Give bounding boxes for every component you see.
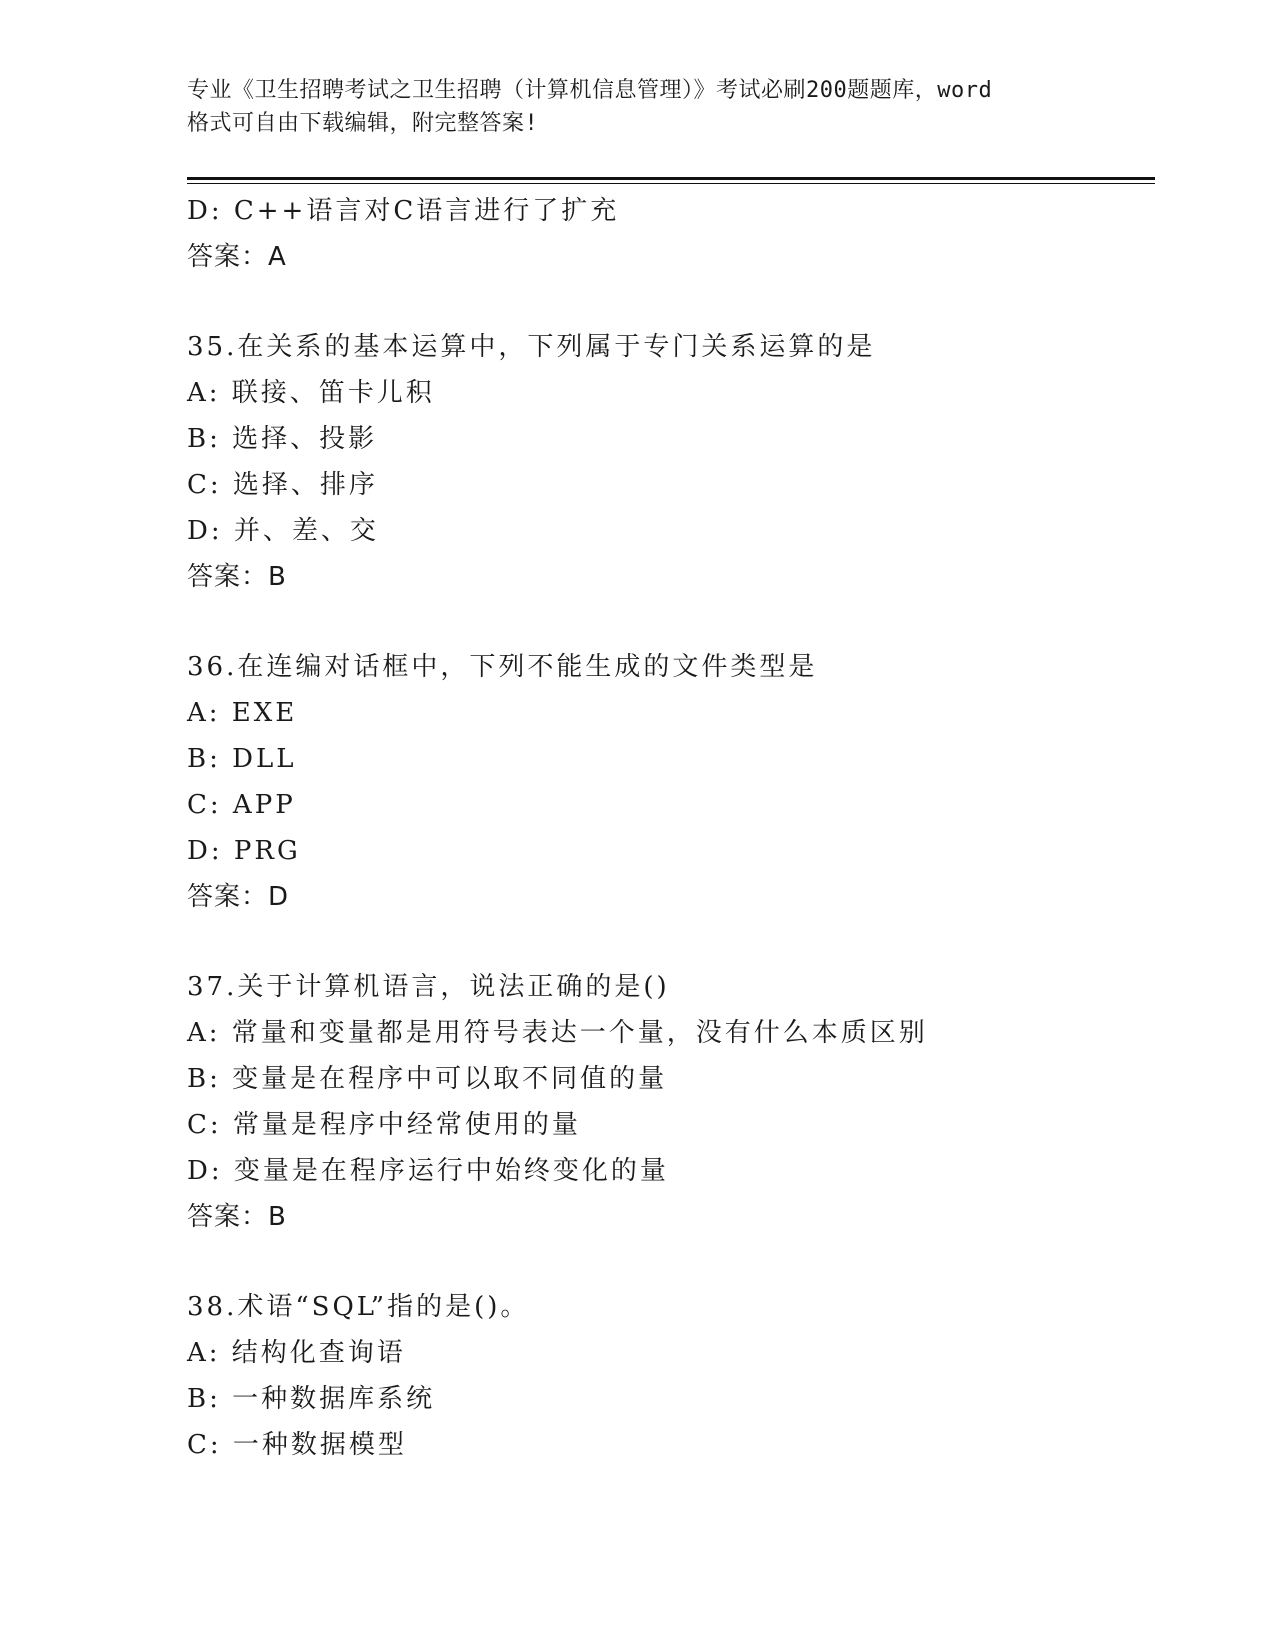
spacer bbox=[187, 920, 1147, 964]
option-c: C: APP bbox=[187, 790, 296, 820]
question-text: 36.在连编对话框中，下列不能生成的文件类型是 bbox=[187, 652, 818, 682]
spacer bbox=[187, 600, 1147, 644]
header-divider-thin bbox=[187, 183, 1155, 184]
question-list bbox=[187, 188, 1147, 1468]
option-a: A: EXE bbox=[187, 698, 298, 728]
option-d: D: 并、差、交 bbox=[187, 516, 379, 546]
header-line-2: 格式可自由下载编辑，附完整答案! bbox=[187, 111, 539, 136]
option-a: A: 常量和变量都是用符号表达一个量，没有什么本质区别 bbox=[187, 1018, 928, 1048]
question-block-38 bbox=[187, 1284, 1147, 1468]
option-b: B: DLL bbox=[187, 744, 297, 774]
option-b: B: 选择、投影 bbox=[187, 424, 378, 454]
answer: 答案：A bbox=[187, 242, 287, 272]
option-c: C: 常量是程序中经常使用的量 bbox=[187, 1110, 581, 1140]
option-c: C: 一种数据模型 bbox=[187, 1430, 407, 1460]
question-text: 35.在关系的基本运算中，下列属于专门关系运算的是 bbox=[187, 332, 876, 362]
option-a: A: 结构化查询语 bbox=[187, 1338, 406, 1368]
document-header bbox=[187, 74, 1107, 140]
option-d: D: C++语言对C语言进行了扩充 bbox=[187, 196, 620, 226]
option-a: A: 联接、笛卡儿积 bbox=[187, 378, 435, 408]
question-block-35 bbox=[187, 324, 1147, 600]
option-b: B: 变量是在程序中可以取不同值的量 bbox=[187, 1064, 668, 1094]
question-text: 38.术语“SQL”指的是()。 bbox=[187, 1292, 530, 1322]
option-c: C: 选择、排序 bbox=[187, 470, 378, 500]
question-text: 37.关于计算机语言，说法正确的是() bbox=[187, 972, 670, 1002]
question-block-36 bbox=[187, 644, 1147, 920]
answer: 答案：B bbox=[187, 1202, 287, 1232]
option-d: D: PRG bbox=[187, 836, 301, 866]
header-line-1: 专业《卫生招聘考试之卫生招聘（计算机信息管理）》考试必刷200题题库，word bbox=[187, 78, 993, 103]
header-divider-thick bbox=[187, 177, 1155, 180]
option-d: D: 变量是在程序运行中始终变化的量 bbox=[187, 1156, 669, 1186]
answer: 答案：D bbox=[187, 882, 290, 912]
question-block-34 bbox=[187, 188, 1147, 280]
spacer bbox=[187, 1240, 1147, 1284]
question-block-37 bbox=[187, 964, 1147, 1240]
spacer bbox=[187, 280, 1147, 324]
answer: 答案：B bbox=[187, 562, 287, 592]
option-b: B: 一种数据库系统 bbox=[187, 1384, 436, 1414]
